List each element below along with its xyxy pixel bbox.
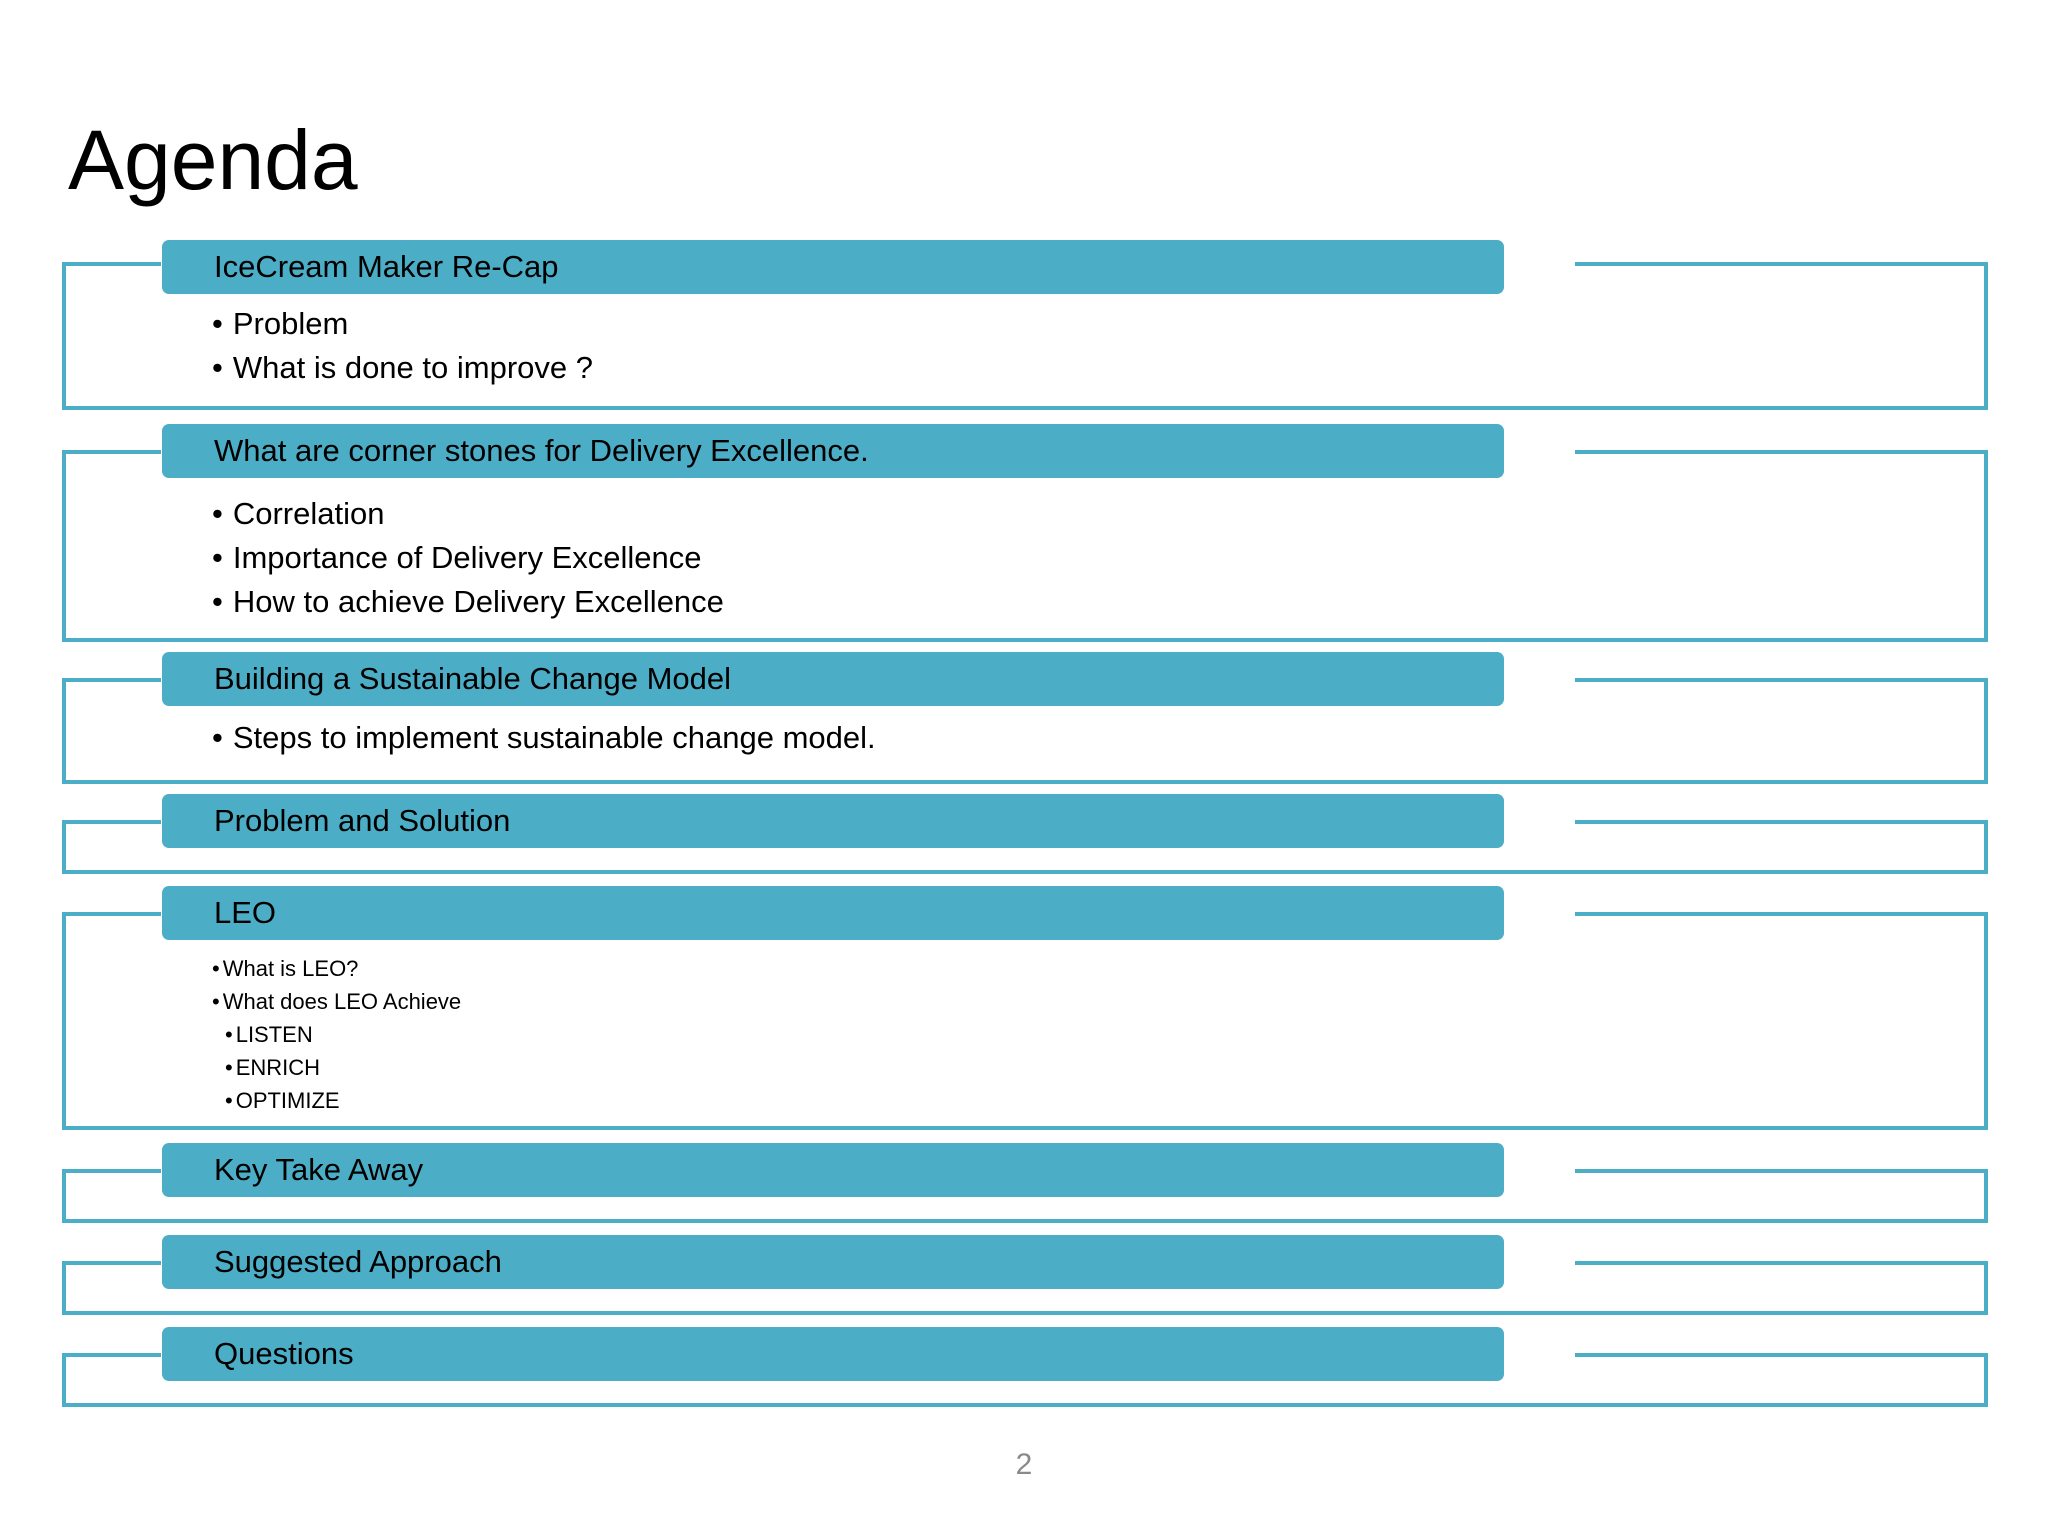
section-header: Building a Sustainable Change Model bbox=[162, 652, 1504, 706]
sub-bullet-item: • LISTEN bbox=[212, 1018, 461, 1051]
sub-bullet-item: • ENRICH bbox=[212, 1051, 461, 1084]
bullet-item: • Problem bbox=[212, 302, 593, 346]
bullet-item: • Importance of Delivery Excellence bbox=[212, 536, 724, 580]
agenda-section-change-model bbox=[62, 652, 1988, 784]
agenda-section-key-take-away bbox=[62, 1143, 1988, 1223]
bullet-item: • What is done to improve ? bbox=[212, 346, 593, 390]
bullet-item: • Correlation bbox=[212, 492, 724, 536]
agenda-section-questions bbox=[62, 1327, 1988, 1407]
section-bullets bbox=[212, 302, 593, 390]
agenda-section-suggested-approach bbox=[62, 1235, 1988, 1315]
section-header: Problem and Solution bbox=[162, 794, 1504, 848]
agenda-section-problem-solution bbox=[62, 794, 1988, 874]
section-bullets bbox=[212, 952, 461, 1117]
bullet-item: • What is LEO? bbox=[212, 952, 461, 985]
section-header: Suggested Approach bbox=[162, 1235, 1504, 1289]
slide-title: Agenda bbox=[68, 113, 358, 207]
page-number: 2 bbox=[1015, 1448, 1033, 1481]
section-header: What are corner stones for Delivery Excellence. bbox=[162, 424, 1504, 478]
agenda-section-icecream-recap bbox=[62, 240, 1988, 410]
bullet-item: • What does LEO Achieve bbox=[212, 985, 461, 1018]
section-header: Key Take Away bbox=[162, 1143, 1504, 1197]
agenda-section-leo bbox=[62, 886, 1988, 1130]
section-header: IceCream Maker Re-Cap bbox=[162, 240, 1504, 294]
section-bullets bbox=[212, 716, 876, 760]
sub-bullet-item: • OPTIMIZE bbox=[212, 1084, 461, 1117]
bullet-item: • How to achieve Delivery Excellence bbox=[212, 580, 724, 624]
section-header: LEO bbox=[162, 886, 1504, 940]
bullet-item: • Steps to implement sustainable change model. bbox=[212, 716, 876, 760]
agenda-section-corner-stones bbox=[62, 424, 1988, 642]
section-bullets bbox=[212, 492, 724, 624]
section-header: Questions bbox=[162, 1327, 1504, 1381]
